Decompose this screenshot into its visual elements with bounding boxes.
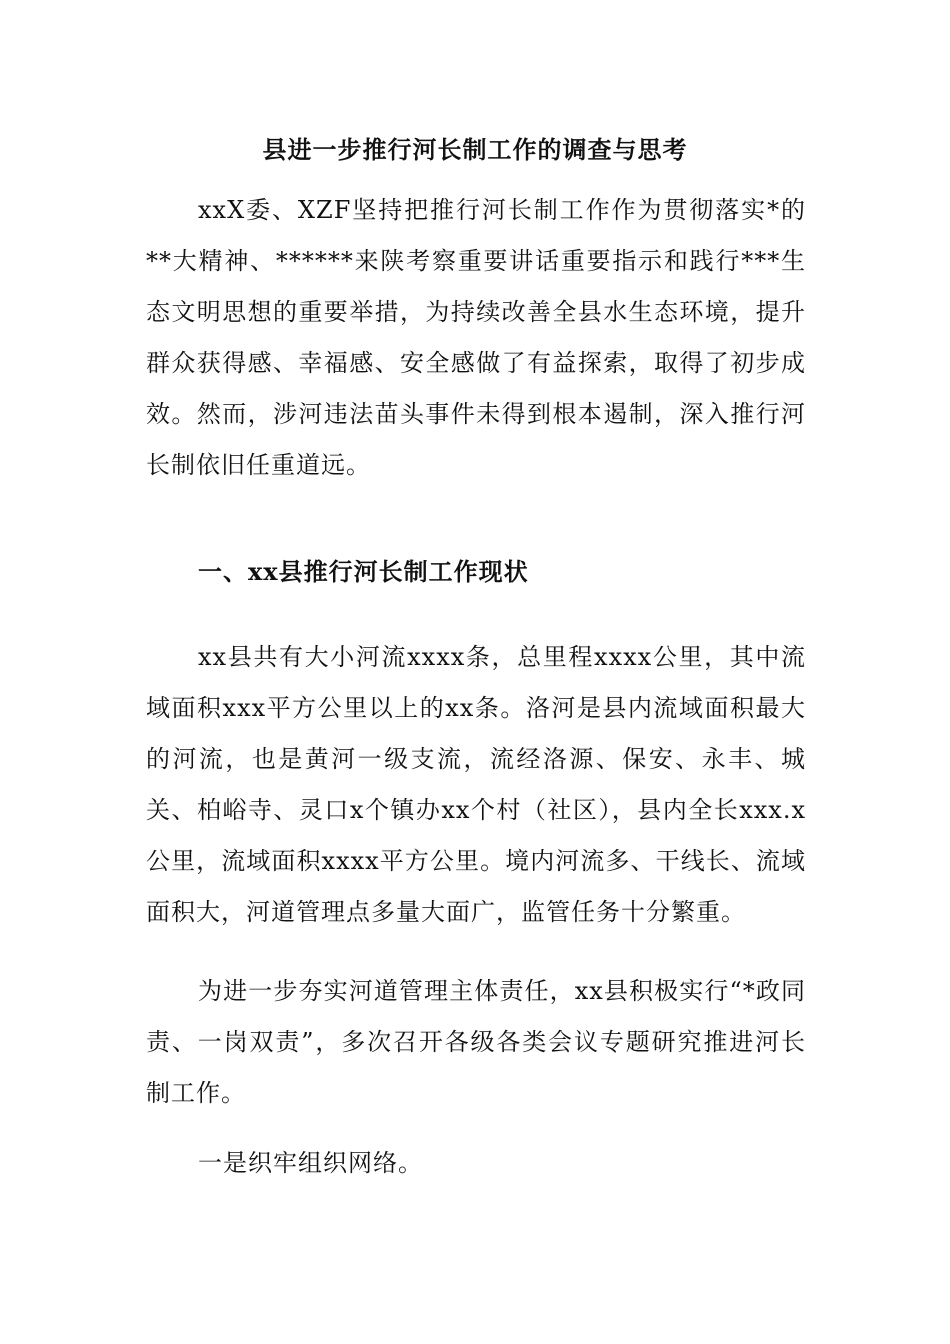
section-item-organization: 一是织牢组织网络。 <box>198 1149 423 1177</box>
document-title: 县进一步推行河长制工作的调查与思考 <box>262 135 688 164</box>
section-heading: 一、xx县推行河长制工作现状 <box>198 557 529 586</box>
intro-paragraph: xxX委、XZF坚持把推行河长制工作作为贯彻落实*的**大精神、******来陕考察重要讲话重要指示和践行***生态文明思想的重要举措，为持续改善全县水生态环境，提升群众获得感、幸福感、安全感做了有益探索，取得了初步成效。然而，涉河违法苗头事件未得到根本遏制，深入推行河长制依旧任重道远。 <box>146 196 806 479</box>
section-paragraph-responsibility: 为进一步夯实河道管理主体责任，xx县积极实行“*政同责、一岗双责”，多次召开各级各类会议专题研究推进河长制工作。 <box>146 977 806 1107</box>
section-paragraph-overview: xx县共有大小河流xxxx条，总里程xxxx公里，其中流域面积xxx平方公里以上的xx条。洛河是县内流域面积最大的河流，也是黄河一级支流，流经洛源、保安、永丰、城关、柏峪寺、灵口x个镇办xx个村（社区），县内全长xxx.x公里，流域面积xxxx平方公里。境内河流多、干线长、流域面积大，河道管理点多量大面广，监管任务十分繁重。 <box>146 643 806 926</box>
